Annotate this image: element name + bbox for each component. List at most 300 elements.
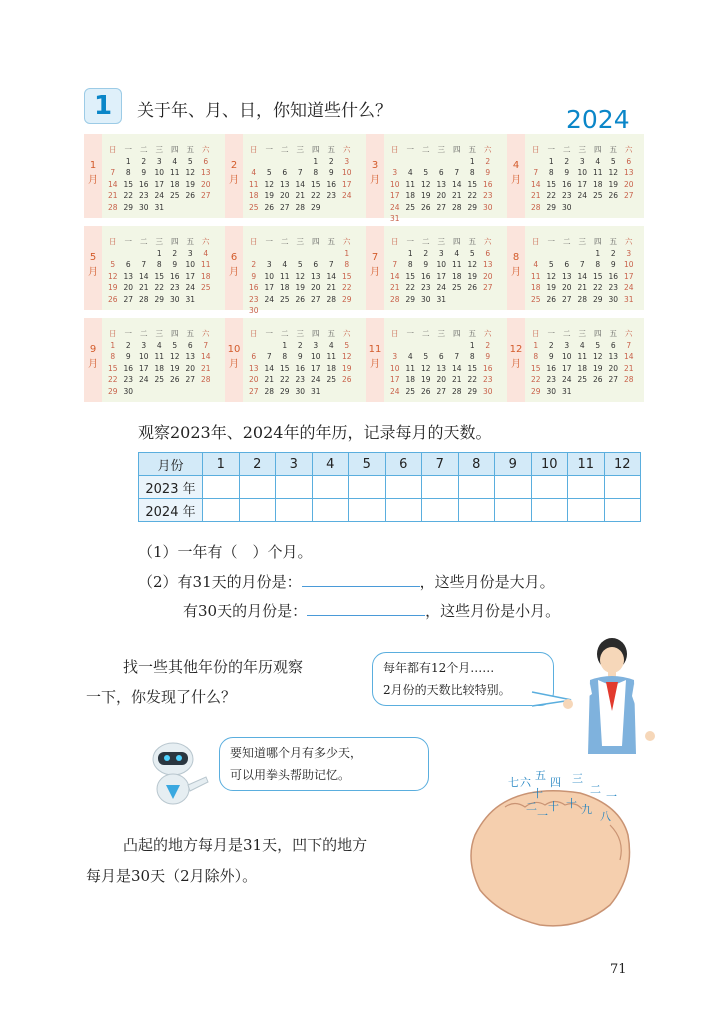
day-cell: 11 xyxy=(169,168,180,177)
answer-blank[interactable] xyxy=(307,601,425,616)
day-cell: 16 xyxy=(123,363,134,373)
day-cell: 23 xyxy=(561,191,572,200)
month-calendar xyxy=(507,318,644,402)
day-cell: 4 xyxy=(172,156,178,166)
weekday-header-row xyxy=(387,137,496,154)
day-cell: 10 xyxy=(577,168,588,177)
table-cell[interactable] xyxy=(531,499,568,522)
day-cell: 10 xyxy=(561,352,572,361)
weekday-header: 四 xyxy=(453,237,461,246)
month-days-grid xyxy=(528,321,637,396)
table-cell[interactable] xyxy=(568,476,605,499)
calendar-year-title: 2024 xyxy=(566,105,630,134)
day-cell: 11 xyxy=(577,352,588,361)
week-row xyxy=(528,287,637,304)
day-cell: 15 xyxy=(341,271,352,281)
day-cell: 12 xyxy=(185,168,196,177)
day-cell: 7 xyxy=(626,340,632,350)
day-cell: 18 xyxy=(405,375,416,384)
month-calendar xyxy=(366,134,503,223)
day-cell: 6 xyxy=(187,340,193,350)
day-cell: 17 xyxy=(341,179,352,189)
day-cell: 28 xyxy=(451,386,462,396)
day-cell: 18 xyxy=(592,179,603,189)
knuckle-label: 三 xyxy=(572,772,583,785)
day-cell: 15 xyxy=(310,179,321,189)
week-row xyxy=(528,195,637,212)
month-number: 12 xyxy=(509,344,523,355)
day-cell: 7 xyxy=(203,340,209,350)
day-cell: 29 xyxy=(123,202,134,212)
day-cell: 12 xyxy=(467,260,478,269)
table-cell[interactable] xyxy=(349,499,386,522)
day-cell: 14 xyxy=(326,271,337,281)
table-cell[interactable] xyxy=(385,499,422,522)
weekday-header: 六 xyxy=(625,329,633,338)
weekday-header: 五 xyxy=(186,145,194,154)
day-cell: 2 xyxy=(328,156,334,166)
day-cell: 6 xyxy=(313,260,319,269)
table-cell[interactable] xyxy=(349,476,386,499)
month-suffix: 月 xyxy=(370,267,380,278)
day-cell: 9 xyxy=(485,168,491,177)
month-calendar xyxy=(507,226,644,310)
exploration-prompt-line2: 一下，你发现了什么？ xyxy=(86,688,237,706)
day-cell: 21 xyxy=(326,283,337,292)
knuckle-label: 七 xyxy=(508,776,519,789)
day-cell: 6 xyxy=(438,352,444,361)
week-row xyxy=(528,379,637,396)
day-cell: 5 xyxy=(187,156,193,166)
weekday-header: 五 xyxy=(468,329,476,338)
knuckle-label: 九 xyxy=(581,803,592,816)
table-cell[interactable] xyxy=(312,476,349,499)
table-cell[interactable] xyxy=(531,476,568,499)
weekday-header-row xyxy=(528,137,637,154)
week-row xyxy=(246,275,355,292)
day-cell: 3 xyxy=(156,156,162,166)
weekday-header-row xyxy=(528,229,637,246)
fist-rule-line2: 每月是30天（2月除外）。 xyxy=(86,867,258,885)
table-cell[interactable] xyxy=(422,499,459,522)
day-cell: 17 xyxy=(185,271,196,281)
day-cell: 14 xyxy=(389,271,400,281)
week-row xyxy=(528,264,637,281)
table-cell[interactable] xyxy=(203,476,240,499)
weekday-header-row xyxy=(528,321,637,338)
day-cell: 17 xyxy=(389,191,400,200)
weekday-header: 日 xyxy=(532,329,540,338)
knuckle-label: 十 xyxy=(532,787,543,800)
week-row xyxy=(387,344,496,361)
day-cell: 7 xyxy=(110,168,116,177)
day-cell: 16 xyxy=(169,271,180,281)
weekday-header: 日 xyxy=(391,237,399,246)
day-cell: 21 xyxy=(295,191,306,200)
day-cell: 22 xyxy=(341,283,352,292)
day-cell: 29 xyxy=(341,294,352,304)
week-row xyxy=(528,172,637,189)
day-cell: 11 xyxy=(592,168,603,177)
weekday-header: 四 xyxy=(171,329,179,338)
week-row xyxy=(246,287,355,304)
day-cell: 14 xyxy=(295,179,306,189)
day-cell: 3 xyxy=(141,340,147,350)
weekday-header: 二 xyxy=(563,329,571,338)
week-row xyxy=(387,160,496,177)
table-cell[interactable] xyxy=(495,499,532,522)
table-cell[interactable] xyxy=(239,476,276,499)
question-1: （1）一年有（ ）个月。 xyxy=(138,543,313,561)
table-cell[interactable] xyxy=(312,499,349,522)
day-cell: 7 xyxy=(266,352,272,361)
month-label xyxy=(225,226,243,310)
day-cell: 27 xyxy=(436,202,447,212)
day-cell: 11 xyxy=(451,260,462,269)
table-header-month: 7 xyxy=(422,453,459,476)
weekday-header: 五 xyxy=(186,237,194,246)
day-cell: 2 xyxy=(297,340,303,350)
weekday-header: 二 xyxy=(281,145,289,154)
month-label xyxy=(84,226,102,310)
month-days-grid xyxy=(105,321,214,396)
weekday-header: 一 xyxy=(124,145,132,154)
table-cell[interactable] xyxy=(495,476,532,499)
day-cell: 29 xyxy=(546,202,557,212)
weekday-header: 二 xyxy=(563,237,571,246)
table-header-month: 3 xyxy=(276,453,313,476)
weekday-header: 一 xyxy=(265,145,273,154)
table-cell[interactable] xyxy=(276,499,313,522)
day-cell: 4 xyxy=(156,340,162,350)
weekday-header: 五 xyxy=(186,329,194,338)
section-number-badge: 1 xyxy=(84,88,122,124)
day-cell: 17 xyxy=(436,271,447,281)
day-cell: 23 xyxy=(482,191,493,200)
day-cell: 7 xyxy=(392,260,398,269)
week-row xyxy=(528,356,637,373)
calendar-row xyxy=(84,318,644,402)
weekday-header-row xyxy=(246,229,355,246)
week-row xyxy=(387,356,496,373)
day-cell: 9 xyxy=(564,168,570,177)
answer-blank[interactable] xyxy=(302,572,420,587)
day-cell: 7 xyxy=(297,168,303,177)
weekday-header: 五 xyxy=(327,329,335,338)
day-cell: 25 xyxy=(326,375,337,384)
day-cell: 5 xyxy=(172,340,178,350)
month-number: 7 xyxy=(371,252,379,263)
day-cell: 25 xyxy=(405,202,416,212)
day-cell: 2 xyxy=(172,248,178,258)
day-cell: 9 xyxy=(297,352,303,361)
day-cell: 5 xyxy=(423,168,429,177)
day-cell: 20 xyxy=(185,363,196,373)
day-cell: 15 xyxy=(405,271,416,281)
table-cell[interactable] xyxy=(239,499,276,522)
week-row xyxy=(105,275,214,292)
day-cell: 14 xyxy=(200,352,211,361)
day-cell: 20 xyxy=(608,363,619,373)
day-cell: 16 xyxy=(482,179,493,189)
day-cell: 13 xyxy=(185,352,196,361)
day-cell: 11 xyxy=(326,352,337,361)
day-cell: 30 xyxy=(482,386,493,396)
table-cell[interactable] xyxy=(203,499,240,522)
boy-illustration-icon xyxy=(560,636,670,761)
day-cell: 27 xyxy=(310,294,321,304)
day-cell: 20 xyxy=(200,179,211,189)
day-cell: 20 xyxy=(436,375,447,384)
day-cell: 8 xyxy=(595,260,601,269)
month-suffix: 月 xyxy=(370,359,380,370)
day-cell: 18 xyxy=(451,271,462,281)
question-3 xyxy=(183,600,560,621)
day-cell: 17 xyxy=(138,363,149,373)
day-cell: 2 xyxy=(485,340,491,350)
day-cell: 26 xyxy=(467,283,478,292)
weekday-header: 五 xyxy=(327,237,335,246)
day-cell: 21 xyxy=(389,283,400,292)
day-cell: 6 xyxy=(485,248,491,258)
day-cell: 14 xyxy=(138,271,149,281)
day-cell: 10 xyxy=(341,168,352,177)
weekday-header: 六 xyxy=(343,237,351,246)
day-cell: 5 xyxy=(110,260,116,269)
weekday-header: 四 xyxy=(312,237,320,246)
day-cell: 1 xyxy=(156,248,162,258)
day-cell: 25 xyxy=(577,375,588,384)
month-suffix: 月 xyxy=(511,359,521,370)
day-cell: 13 xyxy=(561,271,572,281)
day-cell: 31 xyxy=(436,294,447,304)
weekday-header: 四 xyxy=(594,145,602,154)
weekday-header-row xyxy=(246,137,355,154)
day-cell: 15 xyxy=(154,271,165,281)
day-cell: 27 xyxy=(185,375,196,384)
month-number: 8 xyxy=(512,252,520,263)
day-cell: 8 xyxy=(344,260,350,269)
day-cell: 19 xyxy=(295,283,306,292)
day-cell: 29 xyxy=(310,202,321,212)
month-calendar xyxy=(507,134,644,218)
table-row-label: 2024 年 xyxy=(139,499,203,522)
table-cell[interactable] xyxy=(604,499,641,522)
day-cell: 10 xyxy=(389,179,400,189)
table-cell[interactable] xyxy=(422,476,459,499)
week-row xyxy=(387,367,496,384)
day-cell: 12 xyxy=(341,352,352,361)
weekday-header: 一 xyxy=(547,237,555,246)
day-cell: 6 xyxy=(564,260,570,269)
weekday-header: 六 xyxy=(625,237,633,246)
day-cell: 10 xyxy=(389,363,400,373)
table-header-month: 11 xyxy=(568,453,605,476)
day-cell: 23 xyxy=(295,375,306,384)
day-cell: 4 xyxy=(454,248,460,258)
weekday-header: 二 xyxy=(281,237,289,246)
day-cell: 9 xyxy=(125,352,131,361)
day-cell: 22 xyxy=(123,191,134,200)
day-cell: 11 xyxy=(200,260,211,269)
weekday-header: 一 xyxy=(547,329,555,338)
table-cell[interactable] xyxy=(604,476,641,499)
day-cell: 23 xyxy=(420,283,431,292)
table-cell[interactable] xyxy=(458,476,495,499)
week-row xyxy=(246,172,355,189)
weekday-header: 一 xyxy=(124,329,132,338)
day-cell: 22 xyxy=(279,375,290,384)
table-cell[interactable] xyxy=(458,499,495,522)
day-cell: 8 xyxy=(407,260,413,269)
table-header-row xyxy=(139,453,641,476)
day-cell: 4 xyxy=(595,156,601,166)
day-cell: 24 xyxy=(623,283,634,292)
day-cell: 29 xyxy=(592,294,603,304)
day-cell: 2 xyxy=(485,156,491,166)
day-cell: 12 xyxy=(592,352,603,361)
day-cell: 20 xyxy=(623,179,634,189)
day-cell: 15 xyxy=(279,363,290,373)
day-cell: 27 xyxy=(200,191,211,200)
day-cell: 2 xyxy=(251,260,257,269)
knuckle-label: 六 xyxy=(520,776,531,789)
weekday-header: 六 xyxy=(343,145,351,154)
day-cell: 18 xyxy=(279,283,290,292)
instruction-text: 观察2023年、2024年的年历，记录每月的天数。 xyxy=(138,423,492,442)
weekday-header: 三 xyxy=(155,145,163,154)
table-header-month: 1 xyxy=(203,453,240,476)
week-row xyxy=(387,379,496,396)
table-header-month: 12 xyxy=(604,453,641,476)
day-cell: 8 xyxy=(469,352,475,361)
day-cell: 26 xyxy=(107,294,118,304)
day-cell: 19 xyxy=(107,283,118,292)
weekday-header: 六 xyxy=(484,145,492,154)
weekday-header-row xyxy=(105,321,214,338)
weekday-header: 五 xyxy=(609,145,617,154)
boy-speech-bubble xyxy=(372,652,554,706)
weekday-header: 五 xyxy=(609,237,617,246)
day-cell: 3 xyxy=(564,340,570,350)
day-cell: 21 xyxy=(264,375,275,384)
month-label xyxy=(366,226,384,310)
day-cell: 13 xyxy=(310,271,321,281)
weekday-header: 四 xyxy=(171,145,179,154)
day-cell: 13 xyxy=(436,363,447,373)
weekday-header: 五 xyxy=(468,145,476,154)
weekday-header: 六 xyxy=(625,145,633,154)
day-cell: 29 xyxy=(279,386,290,396)
page-number: 71 xyxy=(610,962,627,977)
day-cell: 21 xyxy=(623,363,634,373)
month-number: 1 xyxy=(89,160,97,171)
week-row xyxy=(387,149,496,166)
day-cell: 7 xyxy=(454,352,460,361)
month-days-grid xyxy=(246,137,355,212)
month-calendar xyxy=(366,318,503,402)
table-cell[interactable] xyxy=(385,476,422,499)
year-calendar xyxy=(84,134,644,398)
week-row xyxy=(387,333,496,350)
fist-rule-line1: 凸起的地方每月是31天，凹下的地方 xyxy=(123,836,368,854)
month-days-grid xyxy=(105,229,214,304)
table-header-month: 8 xyxy=(458,453,495,476)
week-row xyxy=(105,367,214,384)
day-cell: 6 xyxy=(610,340,616,350)
week-row xyxy=(387,241,496,258)
table-row xyxy=(139,499,641,522)
week-row xyxy=(105,344,214,361)
day-cell: 20 xyxy=(248,375,259,384)
week-row xyxy=(246,252,355,269)
month-days-grid xyxy=(105,137,214,212)
day-cell: 15 xyxy=(467,179,478,189)
weekday-header: 六 xyxy=(202,237,210,246)
week-row xyxy=(105,160,214,177)
day-cell: 12 xyxy=(608,168,619,177)
day-cell: 13 xyxy=(123,271,134,281)
day-cell: 30 xyxy=(420,294,431,304)
weekday-header: 五 xyxy=(327,145,335,154)
table-header-month: 2 xyxy=(239,453,276,476)
day-cell: 25 xyxy=(279,294,290,304)
weekday-header: 六 xyxy=(484,237,492,246)
week-row xyxy=(246,356,355,373)
day-cell: 18 xyxy=(405,191,416,200)
weekday-header-row xyxy=(387,321,496,338)
weekday-header: 一 xyxy=(265,329,273,338)
day-cell: 26 xyxy=(608,191,619,200)
day-cell: 2 xyxy=(548,340,554,350)
day-cell: 7 xyxy=(579,260,585,269)
table-cell[interactable] xyxy=(276,476,313,499)
day-cell: 20 xyxy=(310,283,321,292)
week-row xyxy=(105,333,214,350)
day-cell: 12 xyxy=(420,363,431,373)
day-cell: 16 xyxy=(138,179,149,189)
week-row xyxy=(246,160,355,177)
month-days-grid xyxy=(528,137,637,212)
day-cell: 19 xyxy=(341,363,352,373)
day-cell: 30 xyxy=(123,386,134,396)
day-cell: 20 xyxy=(482,271,493,281)
day-cell: 16 xyxy=(561,179,572,189)
fist-illustration xyxy=(460,765,640,939)
calendar-row xyxy=(84,134,644,223)
week-row xyxy=(105,356,214,373)
month-suffix: 月 xyxy=(88,267,98,278)
month-days-grid xyxy=(246,321,355,396)
day-cell: 15 xyxy=(107,363,118,373)
day-cell: 23 xyxy=(169,283,180,292)
week-row xyxy=(105,252,214,269)
calendar-row xyxy=(84,226,644,315)
week-row xyxy=(105,183,214,200)
table-cell[interactable] xyxy=(568,499,605,522)
day-cell: 1 xyxy=(125,156,131,166)
month-number: 2 xyxy=(230,160,238,171)
day-cell: 8 xyxy=(313,168,319,177)
day-cell: 28 xyxy=(530,202,541,212)
table-header-month: 6 xyxy=(385,453,422,476)
day-cell: 25 xyxy=(200,283,211,292)
day-cell: 3 xyxy=(626,248,632,258)
day-cell: 30 xyxy=(295,386,306,396)
weekday-header: 一 xyxy=(406,145,414,154)
knuckle-label: 十 xyxy=(548,800,559,813)
days-record-table xyxy=(138,452,641,522)
